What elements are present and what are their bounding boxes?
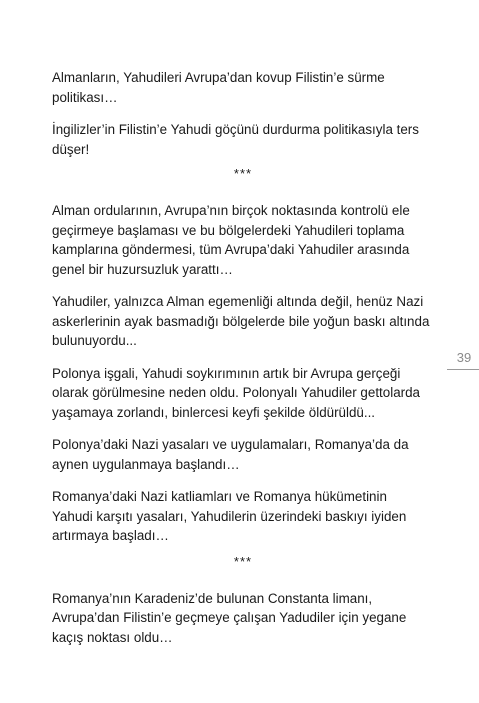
paragraph-2: İngilizler’in Filistin’e Yahudi göçünü durdurma politikasıyla ters düşer! xyxy=(52,122,419,157)
paragraph-7: Romanya’daki Nazi katliamları ve Romanya hükümetinin Yahudi karşıtı yasaları, Yahudilerin üzerindeki baskıyı iyiden artırmaya başladı… xyxy=(52,489,407,543)
text-column xyxy=(52,68,434,647)
paragraph-4: Yahudiler, yalnızca Alman egemenliği altında değil, henüz Nazi askerlerinin ayak basmadığı bölgelerde bile yoğun baskı altında bulunuyordu... xyxy=(52,294,430,348)
page-number-marker xyxy=(447,349,479,370)
section-separator-2: *** xyxy=(233,553,253,569)
paragraph-6: Polonya’daki Nazi yasaları ve uygulamaları, Romanya’da da aynen uygulanmaya başlandı… xyxy=(52,437,409,472)
paragraph-3: Alman ordularının, Avrupa’nın birçok noktasında kontrolü ele geçirmeye başlaması ve bu bölgelerdeki Yahudileri toplama kamplarına göndermesi, tüm Avrupa’daki Yahudiler arasında genel bir huzursuzluk yarattı… xyxy=(52,203,410,277)
paragraph-8: Romanya’nın Karadeniz’de bulunan Constanta limanı, Avrupa’dan Filistin’e geçmeye çalışan Yadudiler için yegane kaçış noktası oldu… xyxy=(52,590,407,645)
section-separator-1: *** xyxy=(233,166,253,181)
page-number: 39 xyxy=(447,349,479,370)
paragraph-1: Almanların, Yahudileri Avrupa’dan kovup Filistin’e sürme politikası… xyxy=(52,70,385,105)
paragraph-5: Polonya işgali, Yahudi soykırımının artık bir Avrupa gerçeği olarak görülmesine neden oldu. Polonyalı Yahudiler gettolarda yaşamaya zorlandı, binlercesi keyfi şekilde öldürüldü... xyxy=(52,365,420,420)
